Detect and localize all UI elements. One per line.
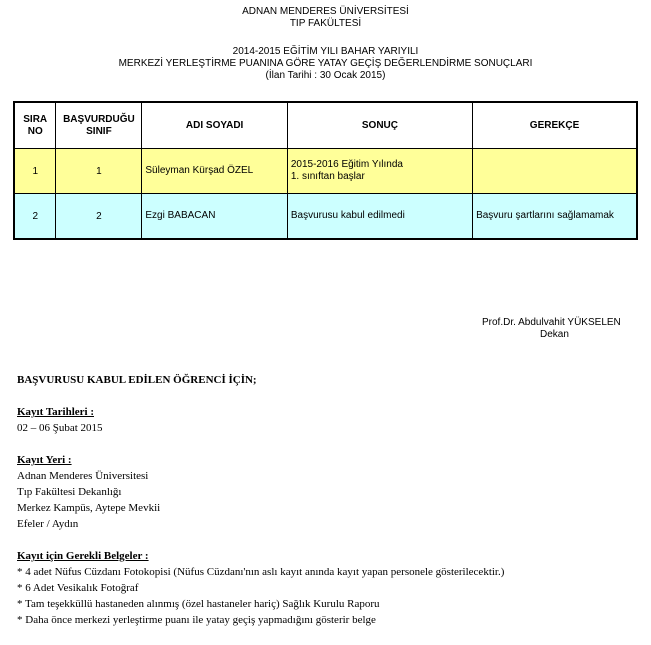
required-document-item: * Daha önce merkezi yerleştirme puanı ile yatay geçiş yapmadığını gösterir belge [17, 614, 376, 626]
row-reason: Başvuru şartlarını sağlamamak [473, 194, 637, 240]
signatory-title: Dekan [540, 329, 569, 340]
semester-title: 2014-2015 EĞİTİM YILI BAHAR YARIYILI [232, 46, 419, 57]
row-sinif: 2 [56, 194, 142, 240]
header-basvurdugu-sinif: BAŞVURDUĞU SINIF [56, 102, 142, 149]
registration-place-line: Adnan Menderes Üniversitesi [17, 470, 149, 482]
row-no: 1 [14, 149, 56, 194]
document-subheader [0, 46, 651, 82]
registration-place-line: Tıp Fakültesi Dekanlığı [17, 486, 122, 498]
row-sinif: 1 [56, 149, 142, 194]
results-table [13, 101, 638, 240]
required-document-item: * Tam teşekküllü hastaneden alınmış (özel hastaneler hariç) Sağlık Kurulu Raporu [17, 598, 380, 610]
registration-place-line: Merkez Kampüs, Aytepe Mevkii [17, 502, 161, 514]
registration-place-line: Efeler / Aydın [17, 518, 79, 530]
accepted-student-heading: BAŞVURUSU KABUL EDİLEN ÖĞRENCİ İÇİN; [17, 374, 257, 386]
required-documents-title: Kayıt için Gerekli Belgeler : [17, 550, 149, 562]
header-adi-soyadi: ADI SOYADI [142, 102, 287, 149]
row-name: Süleyman Kürşad ÖZEL [142, 149, 287, 194]
registration-dates-title: Kayıt Tarihleri : [17, 406, 94, 418]
signatory-name: Prof.Dr. Abdulvahit YÜKSELEN [482, 317, 621, 328]
registration-place-title: Kayıt Yeri : [17, 454, 72, 466]
header-sonuc: SONUÇ [287, 102, 472, 149]
header-gerekce: GEREKÇE [473, 102, 637, 149]
table-row [14, 194, 637, 240]
row-result: Başvurusu kabul edilmedi [287, 194, 472, 240]
required-document-item: * 4 adet Nüfus Cüzdanı Fotokopisi (Nüfus Cüzdanı'nın aslı kayıt anında kayıt yapan personele gösterilecektir.) [17, 566, 505, 578]
results-title: MERKEZİ YERLEŞTİRME PUANINA GÖRE YATAY GEÇİŞ DEĞERLENDİRME SONUÇLARI [118, 58, 533, 69]
document-header [0, 6, 651, 30]
row-no: 2 [14, 194, 56, 240]
header-sira-no: SIRA NO [14, 102, 56, 149]
table-header-row [14, 102, 637, 149]
row-reason [473, 149, 637, 194]
row-name: Ezgi BABACAN [142, 194, 287, 240]
university-name: ADNAN MENDERES ÜNİVERSİTESİ [242, 6, 409, 17]
row-result: 2015-2016 Eğitim Yılında 1. sınıftan başlar [287, 149, 472, 194]
table-row [14, 149, 637, 194]
announcement-date: (İlan Tarihi : 30 Ocak 2015) [265, 70, 386, 81]
faculty-name: TIP FAKÜLTESİ [289, 18, 362, 29]
required-document-item: * 6 Adet Vesikalık Fotoğraf [17, 582, 139, 594]
registration-dates-value: 02 – 06 Şubat 2015 [17, 422, 103, 434]
